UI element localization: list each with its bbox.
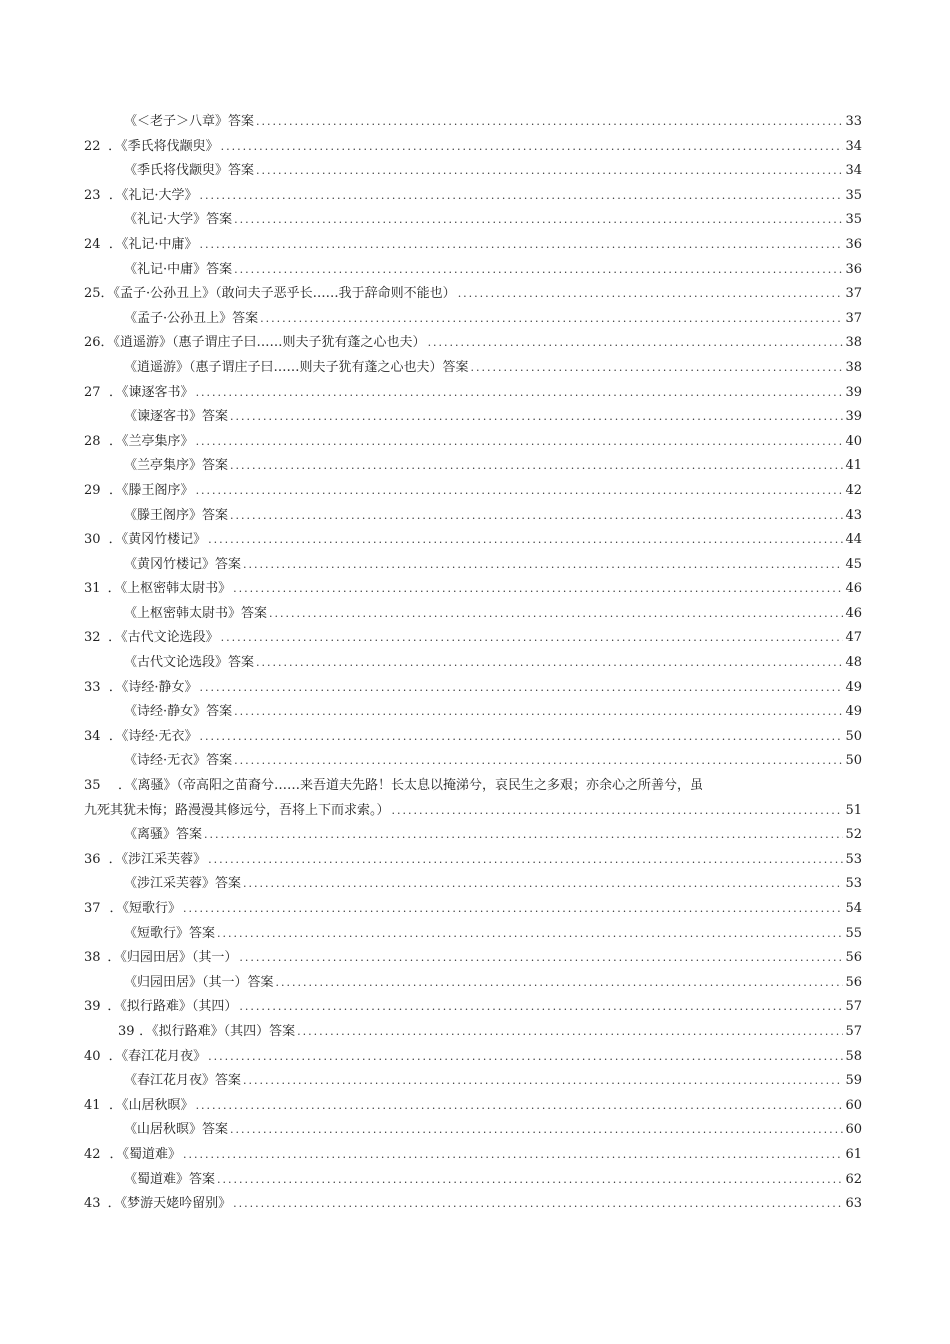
toc-leader-dots <box>239 995 843 1020</box>
toc-entry[interactable] <box>84 799 862 824</box>
toc-entry-page-number: 53 <box>845 876 862 892</box>
toc-entry[interactable] <box>84 1020 862 1045</box>
toc-entry-number: 39 <box>84 999 101 1015</box>
toc-entry-title: 《兰亭集序》答案 <box>124 458 229 474</box>
toc-entry-number: 33 <box>84 679 101 695</box>
toc-entry-title: 《山居秋暝》答案 <box>124 1122 229 1138</box>
toc-entry-number: 29 <box>84 482 101 498</box>
toc-entry-title: ．《离骚》（帝高阳之苗裔兮……来吾道夫先路！长太息以掩涕兮，哀民生之多艰；亦余心之所善兮，虽 <box>118 778 704 794</box>
toc-leader-dots <box>458 282 844 307</box>
toc-entry-page-number: 44 <box>845 532 862 548</box>
toc-entry-title: ．《季氏将伐颛臾》 <box>108 138 219 154</box>
toc-entry-title: ．《诗经·无衣》 <box>108 728 198 744</box>
toc-entry-title: 《蜀道难》答案 <box>124 1171 216 1187</box>
toc-entry-title: 《离骚》答案 <box>124 827 203 843</box>
toc-entry[interactable] <box>84 749 862 774</box>
toc-entry[interactable] <box>84 430 862 455</box>
toc-entry[interactable] <box>84 504 862 529</box>
toc-leader-dots <box>217 1168 843 1193</box>
toc-entry[interactable] <box>84 381 862 406</box>
toc-entry-number: 41 <box>84 1097 101 1113</box>
toc-entry-number: 42 <box>84 1146 101 1162</box>
toc-entry-number: 31 <box>84 581 101 597</box>
toc-entry-title: ．《春江花月夜》 <box>108 1048 207 1064</box>
toc-entry-page-number: 49 <box>845 679 862 695</box>
toc-entry-page-number: 61 <box>845 1146 862 1162</box>
toc-leader-dots <box>200 233 844 258</box>
toc-entry-number: 35 <box>84 778 101 794</box>
toc-entry-title: 《归园田居》（其一）答案 <box>124 974 274 990</box>
toc-entry[interactable] <box>84 1045 862 1070</box>
toc-entry-title: ．《诗经·静女》 <box>108 679 198 695</box>
toc-entry[interactable] <box>84 159 862 184</box>
toc-entry-title: 《诗经·静女》答案 <box>124 704 233 720</box>
toc-entry[interactable] <box>84 405 862 430</box>
toc-entry-title: ．《礼记·大学》 <box>108 187 198 203</box>
toc-leader-dots <box>234 258 843 283</box>
toc-leader-dots <box>230 504 843 529</box>
toc-leader-dots <box>243 553 843 578</box>
toc-entry-title: 《逍遥游》（惠子谓庄子曰……则夫子犹有蓬之心也夫）答案 <box>124 359 469 375</box>
toc-leader-dots <box>217 922 843 947</box>
toc-entry-page-number: 49 <box>845 704 862 720</box>
toc-entry-number: 26 <box>84 335 101 351</box>
toc-entry-page-number: 37 <box>845 310 862 326</box>
toc-entry-page-number: 46 <box>845 605 862 621</box>
toc-entry-number: 34 <box>84 728 101 744</box>
toc-entry-title: ．《兰亭集序》 <box>109 433 194 449</box>
toc-leader-dots <box>183 897 843 922</box>
toc-entry-number: 38 <box>84 950 101 966</box>
toc-entry-page-number: 47 <box>845 630 862 646</box>
toc-entry-number: 40 <box>84 1048 101 1064</box>
toc-entry-title: 《古代文论选段》答案 <box>124 655 255 671</box>
toc-leader-dots <box>234 700 843 725</box>
toc-leader-dots <box>269 602 843 627</box>
toc-leader-dots <box>204 823 843 848</box>
toc-entry[interactable] <box>84 1069 862 1094</box>
toc-leader-dots <box>200 676 844 701</box>
toc-entry[interactable] <box>84 258 862 283</box>
toc-leader-dots <box>297 1020 843 1045</box>
toc-entry-page-number: 37 <box>845 286 862 302</box>
toc-entry-title: ．《礼记·中庸》 <box>108 236 198 252</box>
toc-entry-page-number: 62 <box>845 1171 862 1187</box>
toc-entry[interactable] <box>84 1118 862 1143</box>
toc-entry-title: 《孟子·公孙丑上》答案 <box>124 310 259 326</box>
toc-entry-title: ．《涉江采芙蓉》 <box>108 851 207 867</box>
toc-entry[interactable] <box>84 135 862 160</box>
toc-entry[interactable] <box>84 725 862 750</box>
toc-entry-title: ．《梦游天姥吟留别》 <box>107 1196 232 1212</box>
toc-entry-page-number: 52 <box>845 827 862 843</box>
toc-leader-dots <box>256 110 843 135</box>
toc-entry-title: ．《蜀道难》 <box>109 1146 182 1162</box>
toc-entry-title: ．《归园田居》（其一） <box>107 950 238 966</box>
toc-leader-dots <box>260 307 843 332</box>
toc-entry-page-number: 57 <box>845 1023 862 1039</box>
toc-entry[interactable] <box>84 282 862 307</box>
toc-entry-page-number: 36 <box>845 261 862 277</box>
toc-entry[interactable] <box>84 331 862 356</box>
toc-entry-page-number: 34 <box>845 138 862 154</box>
toc-entry-page-number: 39 <box>845 409 862 425</box>
toc-leader-dots <box>183 1143 843 1168</box>
toc-entry[interactable] <box>84 995 862 1020</box>
toc-entry-number: 27 <box>84 384 101 400</box>
toc-entry-title: 《春江花月夜》答案 <box>124 1073 242 1089</box>
toc-entry-page-number: 33 <box>845 114 862 129</box>
toc-entry-page-number: 57 <box>845 999 862 1015</box>
toc-leader-dots <box>234 749 843 774</box>
toc-entry-page-number: 46 <box>845 581 862 597</box>
toc-leader-dots <box>208 528 843 553</box>
toc-entry-page-number: 36 <box>845 236 862 252</box>
toc-entry-title: 《诗经·无衣》答案 <box>124 753 233 769</box>
table-of-contents <box>84 110 862 1217</box>
toc-leader-dots <box>233 577 843 602</box>
toc-entry-page-number: 55 <box>845 925 862 941</box>
toc-leader-dots <box>196 1094 844 1119</box>
toc-entry-page-number: 42 <box>845 482 862 498</box>
toc-entry[interactable] <box>84 208 862 233</box>
toc-entry[interactable] <box>84 602 862 627</box>
toc-entry-number: 39 <box>118 1023 135 1039</box>
toc-entry-page-number: 56 <box>845 974 862 990</box>
toc-entry[interactable] <box>84 626 862 651</box>
toc-entry[interactable] <box>84 1094 862 1119</box>
toc-entry[interactable] <box>84 848 862 873</box>
toc-entry-page-number: 45 <box>845 556 862 572</box>
toc-entry[interactable] <box>84 946 862 971</box>
toc-entry-page-number: 63 <box>845 1196 862 1212</box>
toc-entry[interactable] <box>84 676 862 701</box>
toc-entry-page-number: 43 <box>845 507 862 523</box>
toc-entry-page-number: 58 <box>845 1048 862 1064</box>
toc-entry-number: 36 <box>84 851 101 867</box>
toc-leader-dots <box>208 848 843 873</box>
toc-leader-dots <box>234 208 843 233</box>
toc-entry-title: 《短歌行》答案 <box>124 925 216 941</box>
toc-leader-dots <box>200 725 844 750</box>
toc-entry-title: ．《短歌行》 <box>109 901 182 916</box>
toc-entry[interactable] <box>84 922 862 947</box>
toc-entry-number: 25 <box>84 286 101 302</box>
toc-entry-title: 《季氏将伐颛臾》答案 <box>124 163 255 179</box>
toc-entry-page-number: 60 <box>845 1122 862 1138</box>
toc-entry-number: 22 <box>84 138 101 154</box>
toc-entry[interactable] <box>84 479 862 504</box>
toc-entry-page-number: 56 <box>845 950 862 966</box>
toc-leader-dots <box>200 184 844 209</box>
toc-leader-dots <box>239 946 843 971</box>
toc-entry-title: ．《古代文论选段》 <box>108 630 219 646</box>
toc-entry[interactable] <box>84 774 862 799</box>
toc-entry-page-number: 53 <box>845 851 862 867</box>
toc-entry-number: 24 <box>84 236 101 252</box>
toc-leader-dots <box>243 1069 843 1094</box>
toc-entry-page-number: 50 <box>845 728 862 744</box>
toc-leader-dots <box>428 331 844 356</box>
toc-entry-title: ．《上枢密韩太尉书》 <box>107 581 232 597</box>
toc-entry[interactable] <box>84 307 862 332</box>
toc-entry-page-number: 38 <box>845 335 862 351</box>
toc-entry-title: ．《拟行路难》（其四） <box>107 999 238 1015</box>
toc-entry-title: 《涉江采芙蓉》答案 <box>124 876 242 892</box>
toc-entry[interactable] <box>84 184 862 209</box>
toc-entry-page-number: 35 <box>845 212 862 228</box>
toc-entry-title: 《谏逐客书》答案 <box>124 409 229 425</box>
toc-leader-dots <box>233 1192 843 1217</box>
toc-entry[interactable] <box>84 454 862 479</box>
toc-entry-page-number: 51 <box>845 802 862 818</box>
toc-entry[interactable] <box>84 1143 862 1168</box>
toc-leader-dots <box>276 971 844 996</box>
toc-entry[interactable] <box>84 233 862 258</box>
toc-entry[interactable] <box>84 1168 862 1193</box>
toc-leader-dots <box>196 479 844 504</box>
toc-entry[interactable] <box>84 110 862 135</box>
toc-entry[interactable] <box>84 971 862 996</box>
toc-entry-number: 32 <box>84 630 101 646</box>
toc-leader-dots <box>471 356 844 381</box>
toc-leader-dots <box>230 405 843 430</box>
toc-entry-number: 30 <box>84 532 101 548</box>
toc-leader-dots <box>196 430 844 455</box>
toc-entry[interactable] <box>84 872 862 897</box>
toc-entry-page-number: 39 <box>845 384 862 400</box>
toc-leader-dots <box>256 651 843 676</box>
toc-leader-dots <box>230 1118 843 1143</box>
toc-entry-title: 《黄冈竹楼记》答案 <box>124 556 242 572</box>
toc-entry-page-number: 50 <box>845 753 862 769</box>
toc-entry-page-number: 41 <box>845 458 862 474</box>
toc-entry-title: ．《孟子·公孙丑上》（敢问夫子恶乎长……我于辞命则不能也） <box>100 286 456 302</box>
toc-leader-dots <box>221 135 844 160</box>
toc-entry[interactable] <box>84 577 862 602</box>
toc-entry[interactable] <box>84 651 862 676</box>
toc-entry-page-number: 40 <box>845 433 862 449</box>
toc-entry-title: 《礼记·中庸》答案 <box>124 261 233 277</box>
toc-entry-title: 《滕王阁序》答案 <box>124 507 229 523</box>
toc-entry-title: ．《黄冈竹楼记》 <box>108 532 207 548</box>
toc-entry-number: 43 <box>84 1196 101 1212</box>
toc-entry-number: 37 <box>84 901 101 916</box>
toc-entry-title: 《礼记·大学》答案 <box>124 212 233 228</box>
toc-leader-dots <box>196 381 844 406</box>
toc-entry-title: 九死其犹未悔；路漫漫其修远兮，吾将上下而求索。） <box>84 802 390 818</box>
toc-entry-page-number: 35 <box>845 187 862 203</box>
toc-leader-dots <box>392 799 844 824</box>
toc-entry[interactable] <box>84 823 862 848</box>
toc-leader-dots <box>221 626 844 651</box>
toc-entry-page-number: 59 <box>845 1073 862 1089</box>
toc-entry[interactable] <box>84 897 862 922</box>
toc-leader-dots <box>243 872 843 897</box>
toc-leader-dots <box>230 454 843 479</box>
toc-entry-title: 《上枢密韩太尉书》答案 <box>124 605 268 621</box>
toc-leader-dots <box>256 159 843 184</box>
toc-entry-page-number: 54 <box>845 901 862 916</box>
toc-entry-title: 《＜老子＞八章》答案 <box>124 114 255 129</box>
toc-entry[interactable] <box>84 1192 862 1217</box>
toc-entry[interactable] <box>84 553 862 578</box>
toc-entry-number: 23 <box>84 187 101 203</box>
toc-entry[interactable] <box>84 356 862 381</box>
toc-entry-page-number: 38 <box>845 359 862 375</box>
toc-leader-dots <box>208 1045 843 1070</box>
toc-entry-title: ．《逍遥游》（惠子谓庄子曰……则夫子犹有蓬之心也夫） <box>100 335 426 351</box>
toc-entry-title: ．《谏逐客书》 <box>109 384 194 400</box>
toc-entry-title: ．《山居秋暝》 <box>109 1097 194 1113</box>
toc-entry[interactable] <box>84 700 862 725</box>
toc-entry-title: ．《拟行路难》（其四）答案 <box>139 1023 296 1039</box>
toc-entry-number: 28 <box>84 433 101 449</box>
toc-entry[interactable] <box>84 528 862 553</box>
toc-entry-page-number: 60 <box>845 1097 862 1113</box>
toc-entry-title: ．《滕王阁序》 <box>109 482 194 498</box>
toc-entry-page-number: 34 <box>845 163 862 179</box>
toc-entry-page-number: 48 <box>845 655 862 671</box>
